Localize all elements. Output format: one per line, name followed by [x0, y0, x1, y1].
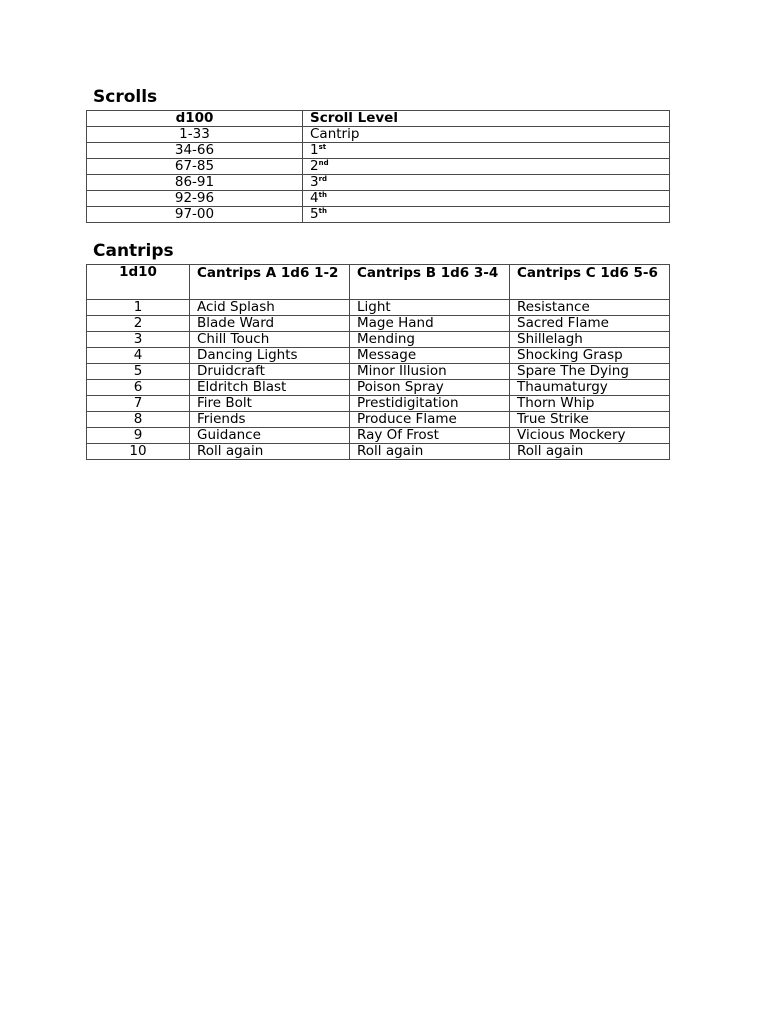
- scroll-level-value: 1: [310, 142, 319, 158]
- column-header-1d10: 1d10: [87, 265, 190, 300]
- cantrip-b-cell: Minor Illusion: [350, 364, 510, 380]
- ordinal-suffix: rd: [318, 175, 328, 183]
- table-row: [87, 348, 670, 364]
- cantrip-a-cell: Blade Ward: [190, 316, 350, 332]
- cantrip-c-cell: Thaumaturgy: [510, 380, 670, 396]
- ordinal-suffix: st: [318, 143, 327, 151]
- roll-cell: 10: [87, 444, 190, 460]
- cantrip-b-cell: Produce Flame: [350, 412, 510, 428]
- scroll-level-cell: [303, 175, 670, 191]
- cantrip-a-cell: Eldritch Blast: [190, 380, 350, 396]
- scroll-level-cell: [303, 127, 670, 143]
- ordinal-suffix: th: [318, 207, 327, 215]
- scroll-level-value: 5: [310, 206, 319, 222]
- cantrip-a-cell: Guidance: [190, 428, 350, 444]
- table-row: [87, 207, 670, 223]
- cantrip-a-cell: Druidcraft: [190, 364, 350, 380]
- scroll-level-cell: [303, 207, 670, 223]
- cantrip-b-cell: Message: [350, 348, 510, 364]
- cantrip-b-cell: Roll again: [350, 444, 510, 460]
- roll-cell: 8: [87, 412, 190, 428]
- table-row: [87, 159, 670, 175]
- column-header-cantrips-c: Cantrips C 1d6 5-6: [510, 265, 670, 300]
- cantrip-b-cell: Mending: [350, 332, 510, 348]
- table-row: [87, 444, 670, 460]
- cantrip-c-cell: Shillelagh: [510, 332, 670, 348]
- scroll-level-value: 3: [310, 174, 319, 190]
- cantrip-b-cell: Poison Spray: [350, 380, 510, 396]
- cantrip-c-cell: Vicious Mockery: [510, 428, 670, 444]
- table-row: [87, 191, 670, 207]
- cantrip-a-cell: Roll again: [190, 444, 350, 460]
- table-row: [87, 364, 670, 380]
- roll-cell: 2: [87, 316, 190, 332]
- table-row: [87, 428, 670, 444]
- scroll-level-value: Cantrip: [310, 126, 360, 142]
- table-row: [87, 396, 670, 412]
- table-row: [87, 127, 670, 143]
- roll-cell: 4: [87, 348, 190, 364]
- cantrip-c-cell: Roll again: [510, 444, 670, 460]
- column-header-scroll-level: Scroll Level: [303, 111, 670, 127]
- roll-cell: 3: [87, 332, 190, 348]
- scroll-level-cell: [303, 143, 670, 159]
- cantrip-b-cell: Mage Hand: [350, 316, 510, 332]
- cantrip-c-cell: Thorn Whip: [510, 396, 670, 412]
- cantrip-a-cell: Dancing Lights: [190, 348, 350, 364]
- table-row: [87, 412, 670, 428]
- table-row: [87, 143, 670, 159]
- table-row: [87, 380, 670, 396]
- column-header-cantrips-b: Cantrips B 1d6 3-4: [350, 265, 510, 300]
- scrolls-table: [86, 110, 670, 223]
- d100-cell: 34-66: [87, 143, 303, 159]
- ordinal-suffix: th: [318, 191, 327, 199]
- column-header-cantrips-a: Cantrips A 1d6 1-2: [190, 265, 350, 300]
- d100-cell: 1-33: [87, 127, 303, 143]
- scrolls-heading: Scrolls: [93, 87, 158, 107]
- column-header-d100: d100: [87, 111, 303, 127]
- cantrip-c-cell: Resistance: [510, 300, 670, 316]
- scroll-level-cell: [303, 191, 670, 207]
- cantrip-a-cell: Friends: [190, 412, 350, 428]
- cantrip-b-cell: Prestidigitation: [350, 396, 510, 412]
- roll-cell: 9: [87, 428, 190, 444]
- cantrip-a-cell: Fire Bolt: [190, 396, 350, 412]
- cantrips-header-row: [87, 265, 670, 300]
- cantrips-heading: Cantrips: [93, 241, 174, 261]
- cantrip-a-cell: Acid Splash: [190, 300, 350, 316]
- roll-cell: 5: [87, 364, 190, 380]
- table-row: [87, 175, 670, 191]
- cantrip-c-cell: True Strike: [510, 412, 670, 428]
- roll-cell: 1: [87, 300, 190, 316]
- cantrip-b-cell: Light: [350, 300, 510, 316]
- cantrip-c-cell: Sacred Flame: [510, 316, 670, 332]
- scroll-level-cell: [303, 159, 670, 175]
- scrolls-header-row: [87, 111, 670, 127]
- scroll-level-value: 2: [310, 158, 319, 174]
- roll-cell: 6: [87, 380, 190, 396]
- d100-cell: 86-91: [87, 175, 303, 191]
- d100-cell: 67-85: [87, 159, 303, 175]
- cantrip-c-cell: Shocking Grasp: [510, 348, 670, 364]
- cantrips-table: [86, 264, 670, 460]
- cantrip-c-cell: Spare The Dying: [510, 364, 670, 380]
- d100-cell: 97-00: [87, 207, 303, 223]
- table-row: [87, 300, 670, 316]
- table-row: [87, 332, 670, 348]
- roll-cell: 7: [87, 396, 190, 412]
- d100-cell: 92-96: [87, 191, 303, 207]
- cantrip-a-cell: Chill Touch: [190, 332, 350, 348]
- table-row: [87, 316, 670, 332]
- scroll-level-value: 4: [310, 190, 319, 206]
- ordinal-suffix: nd: [318, 159, 329, 167]
- cantrip-b-cell: Ray Of Frost: [350, 428, 510, 444]
